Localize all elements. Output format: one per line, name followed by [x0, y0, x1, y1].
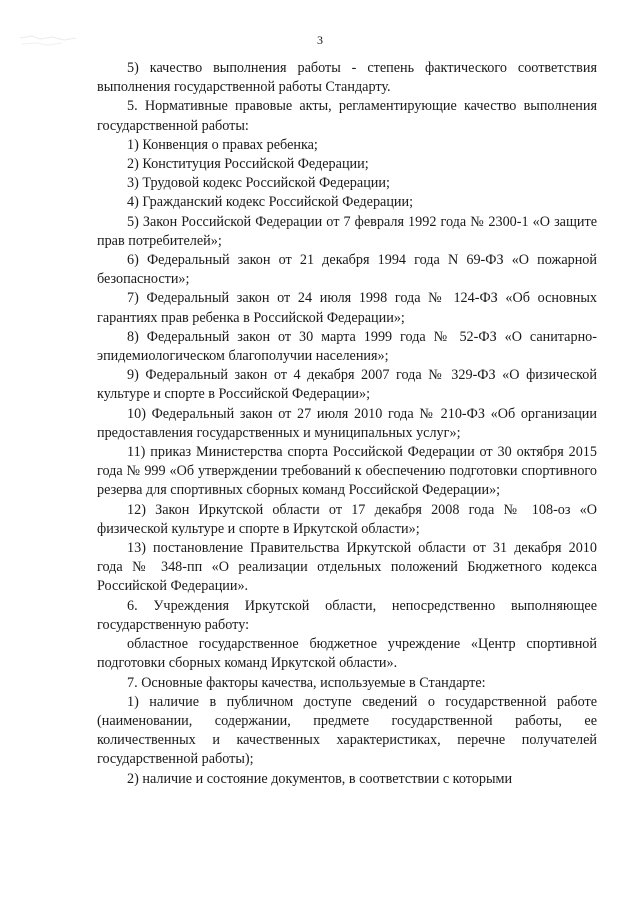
paragraph: 2) Конституция Российской Федерации;: [127, 156, 369, 173]
paragraph: 12) Закон Иркутской области от 17 декабря 2008 года № 108-оз «О физической культуре и спорте в Иркутской области»;: [97, 501, 597, 537]
paragraph: 11) приказ Министерства спорта Российской Федерации от 30 октября 2015 года № 999 «Об утверждении требований к обеспечению подготовки спортивного резерва для спортивных сборных команд Российской Федерации»;: [97, 444, 597, 499]
paragraph: 3) Трудовой кодекс Российской Федерации;: [127, 175, 390, 192]
paragraph: 6) Федеральный закон от 21 декабря 1994 года N 69-ФЗ «О пожарной безопасности»;: [97, 252, 597, 288]
document-body: [97, 59, 597, 789]
paragraph: областное государственное бюджетное учреждение «Центр спортивной подготовки сборных команд Иркутской области».: [97, 636, 597, 672]
paragraph: 10) Федеральный закон от 27 июля 2010 года № 210-ФЗ «Об организации предоставления государственных и муниципальных услуг»;: [97, 405, 597, 441]
paragraph: 8) Федеральный закон от 30 марта 1999 года № 52-ФЗ «О санитарно-эпидемиологическом благополучии населения»;: [97, 328, 597, 365]
paragraph: 5) Закон Российской Федерации от 7 февраля 1992 года № 2300-1 «О защите прав потребителей»;: [97, 213, 597, 249]
paragraph: 4) Гражданский кодекс Российской Федерации;: [127, 194, 414, 211]
page-number: 3: [317, 33, 323, 47]
paragraph: 1) наличие в публичном доступе сведений о государственной работе (наименовании, содержании, предмете государственной работы, ее количественных и качественных характеристиках, перечне получателей государственной работы);: [97, 693, 597, 768]
paragraph: 6. Учреждения Иркутской области, непосредственно выполняющее государственную работу:: [97, 597, 597, 633]
paragraph: 5) качество выполнения работы - степень фактического соответствия выполнения государственной работы Стандарту.: [97, 60, 597, 96]
paragraph: 7. Основные факторы качества, используемые в Стандарте:: [127, 674, 486, 691]
paragraph: 7) Федеральный закон от 24 июля 1998 года № 124-ФЗ «Об основных гарантиях прав ребенка в Российской Федерации»;: [97, 290, 597, 326]
paragraph: 13) постановление Правительства Иркутской области от 31 декабря 2010 года № 348-пп «О реализации отдельных положений Бюджетного кодекса Российской Федерации».: [97, 540, 597, 595]
paragraph: 1) Конвенция о правах ребенка;: [127, 136, 318, 153]
paragraph: 5. Нормативные правовые акты, регламентирующие качество выполнения государственной работы:: [97, 98, 597, 134]
paragraph: 9) Федеральный закон от 4 декабря 2007 года № 329-ФЗ «О физической культуре и спорте в Российской Федерации»;: [97, 367, 597, 403]
paragraph: 2) наличие и состояние документов, в соответствии с которыми: [127, 770, 513, 787]
